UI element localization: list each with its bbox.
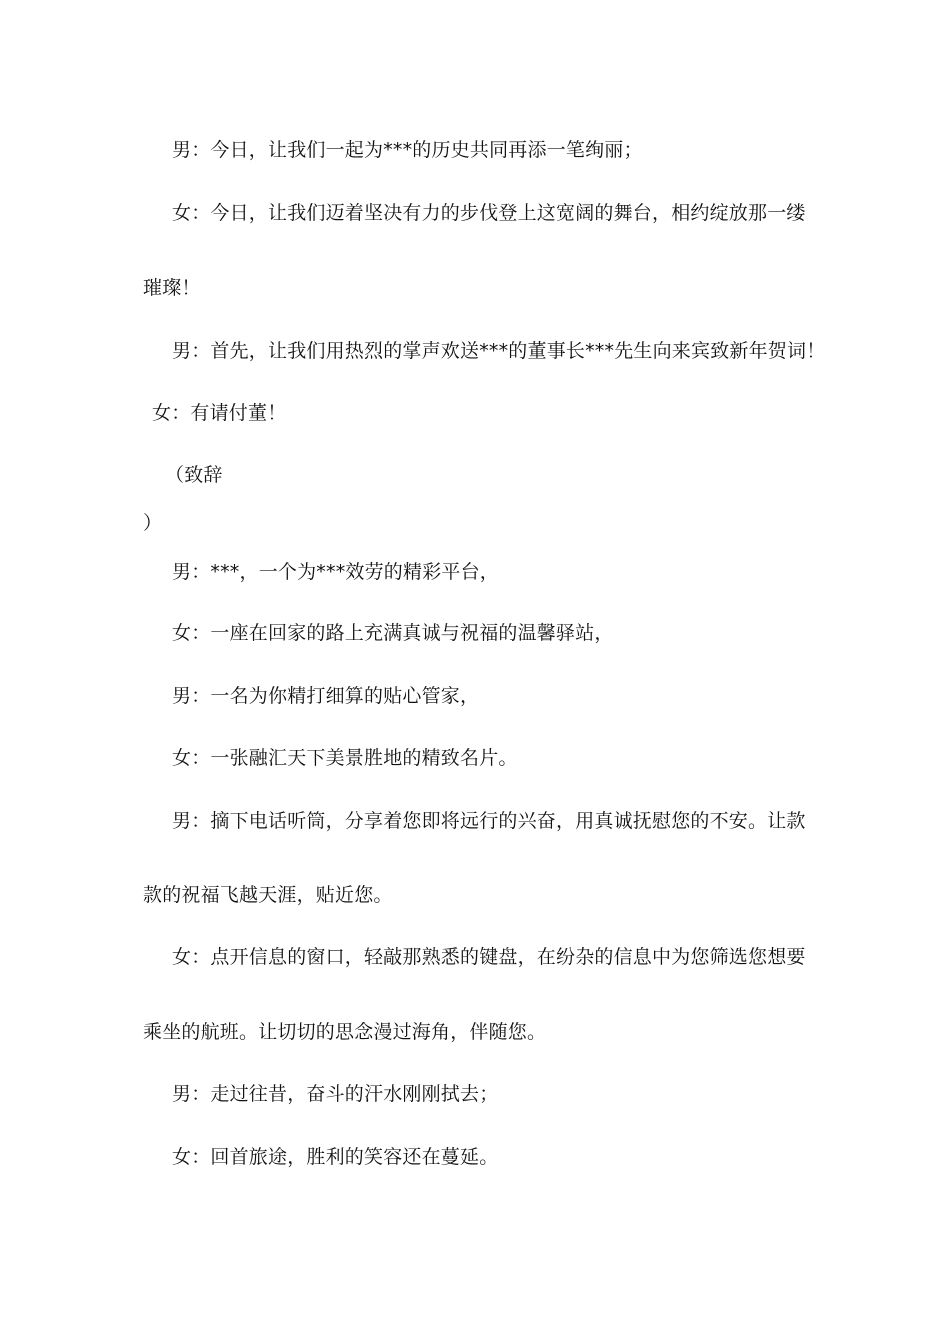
- text-line: 女：一座在回家的路上充满真诚与祝福的温馨驿站，: [172, 622, 614, 644]
- text-line: 女：今日，让我们迈着坚决有力的步伐登上这宽阔的舞台，相约绽放那一缕: [172, 202, 806, 224]
- text-line: 男：首先，让我们用热烈的掌声欢送***的董事长***先生向来宾致新年贺词！: [172, 340, 826, 362]
- text-line: （致辞: [165, 464, 223, 486]
- text-line: 男：今日，让我们一起为***的历史共同再添一笔绚丽；: [172, 139, 643, 161]
- text-line: ）: [143, 512, 163, 534]
- text-line: 璀璨！: [143, 277, 201, 299]
- text-line: 女：有请付董！: [152, 402, 287, 424]
- text-line: 乘坐的航班。让切切的思念漫过海角，伴随您。: [143, 1021, 547, 1043]
- text-line: 女：一张融汇天下美景胜地的精致名片。: [172, 747, 518, 769]
- text-line: 款的祝福飞越天涯，贴近您。: [143, 884, 393, 906]
- text-line: 男：***，一个为***效劳的精彩平台，: [172, 561, 500, 583]
- text-line: 女：点开信息的窗口，轻敲那熟悉的键盘，在纷杂的信息中为您筛选您想要: [172, 946, 806, 968]
- text-line: 男：摘下电话听筒，分享着您即将远行的兴奋，用真诚抚慰您的不安。让款: [172, 810, 806, 832]
- text-line: 男：走过往昔，奋斗的汗水刚刚拭去；: [172, 1083, 499, 1105]
- text-line: 女：回首旅途，胜利的笑容还在蔓延。: [172, 1146, 499, 1168]
- text-line: 男：一名为你精打细算的贴心管家，: [172, 685, 480, 707]
